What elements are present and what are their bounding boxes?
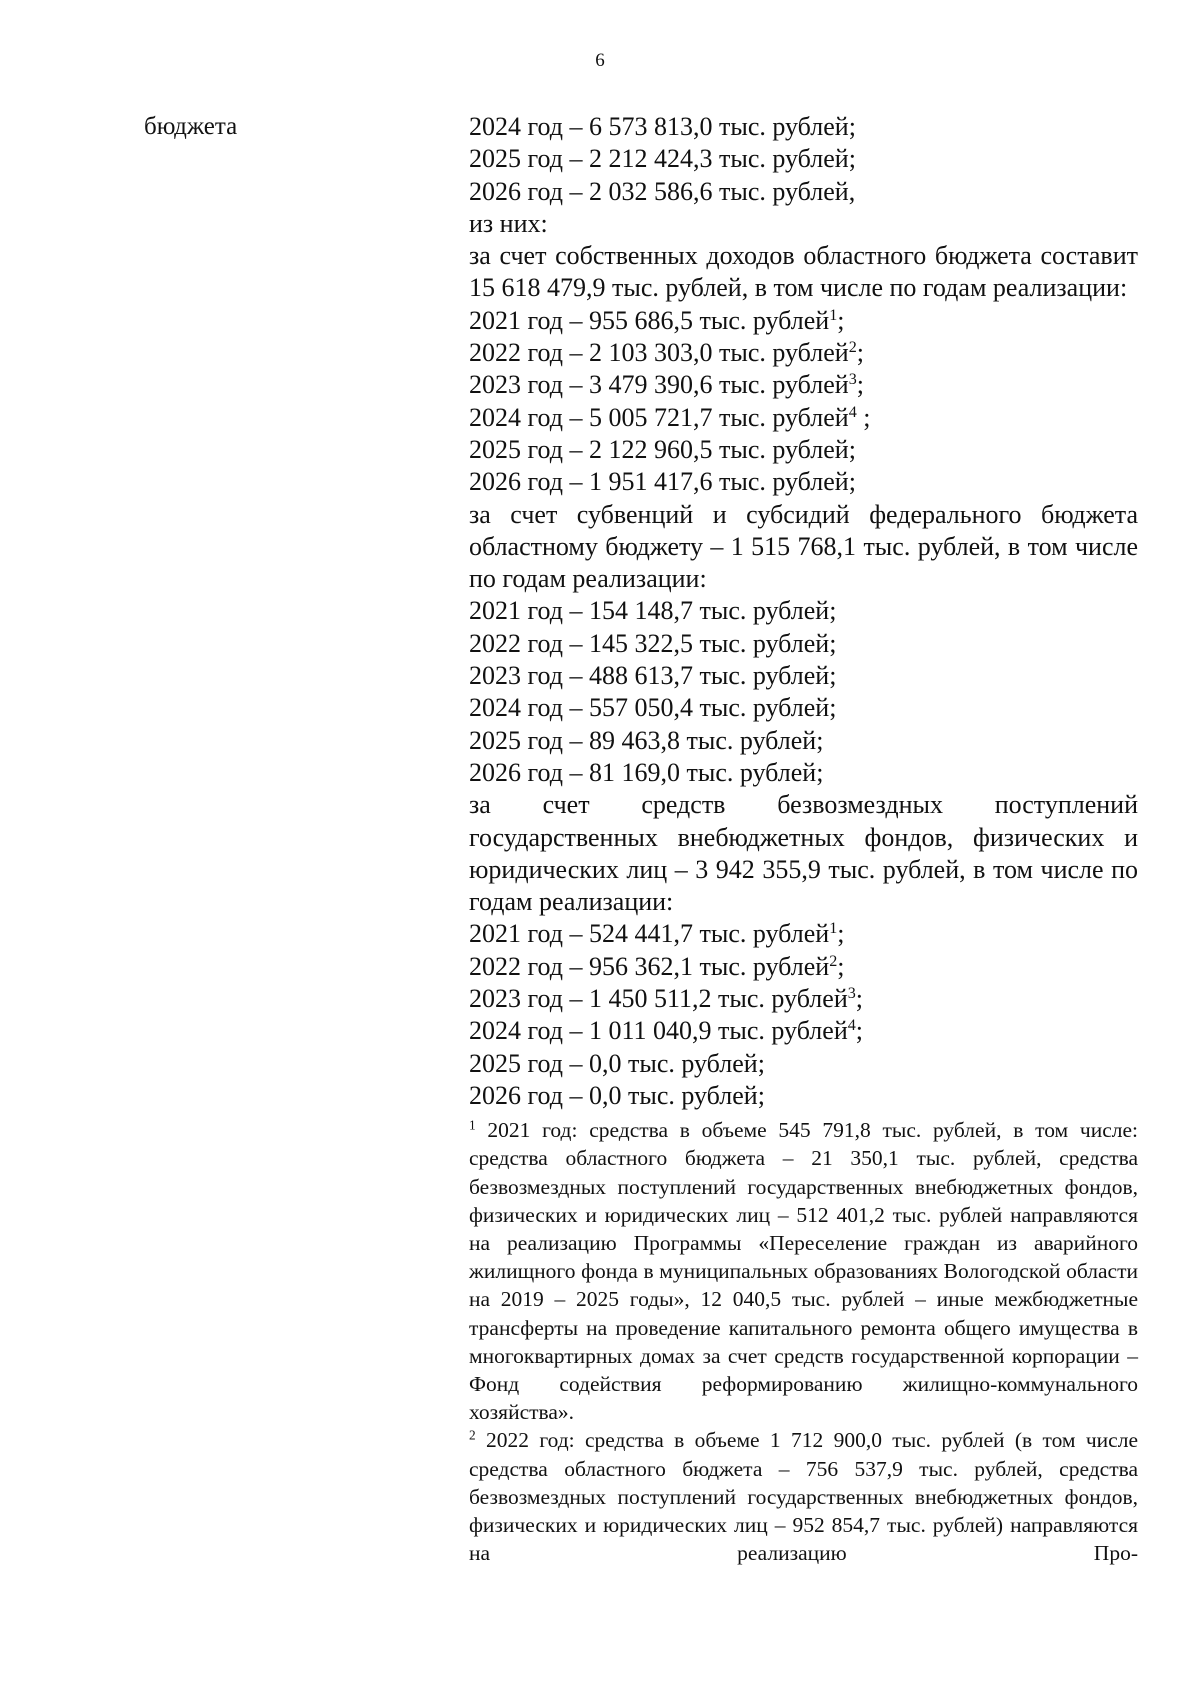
federal-year-2025: 2025 год – 89 463,8 тыс. рублей; (469, 725, 824, 755)
funding-column (469, 111, 1138, 1567)
federal-year-2021: 2021 год – 154 148,7 тыс. рублей; (469, 596, 837, 626)
own-income-intro: за счет собственных доходов областного бюджета составит 15 618 479,9 тыс. рублей, в том числе по годам реализации: (469, 241, 1138, 303)
page-number: 6 (595, 50, 605, 71)
federal-year-2024: 2024 год – 557 050,4 тыс. рублей; (469, 693, 837, 723)
total-year-2024: 2024 год – 6 573 813,0 тыс. рублей; (469, 112, 856, 141)
own-income-year-2026: 2026 год – 1 951 417,6 тыс. рублей; (469, 467, 856, 497)
gratuitous-intro: за счет средств безвозмездных поступлений государственных внебюджетных фондов, физических и юридических лиц – 3 942 355,9 тыс. рублей, в том числе по годам реализации: (469, 790, 1138, 917)
of-them-label: из них: (469, 208, 548, 238)
federal-year-2022: 2022 год – 145 322,5 тыс. рублей; (469, 628, 837, 658)
federal-year-2023: 2023 год – 488 613,7 тыс. рублей; (469, 661, 837, 691)
footnote-1: $^1$ 2021 год: средства в объеме 545 791,8 тыс. рублей, в том числе: средства областного бюджета – 21 350,1 тыс. рублей, средства безвозмездных поступлений государственных внебюджетных фондов, физических и юридических лиц – 512 401,2 тыс. рублей направляются на реализацию Программы «Переселение граждан из аварийного жилищного фонда в муниципальных образованиях Вологодской области на 2019 – 2025 годы», 12 040,5 тыс. рублей – иные межбюджетные трансферты на проведение капитального ремонта общего имущества в многоквартирных домах за счет средств государственной корпорации – Фонд содействия реформированию жилищно-коммунального хозяйства». (469, 1117, 1138, 1425)
federal-intro: за счет субвенций и субсидий федерального бюджета областному бюджету – 1 515 768,1 тыс. рублей, в том числе по годам реализации: (469, 499, 1138, 594)
footnote-mark: 2 (469, 1428, 476, 1444)
own-income-year-2025: 2025 год – 2 122 960,5 тыс. рублей; (469, 434, 856, 464)
own-income-year-2023: 2023 год – 3 479 390,6 тыс. рублей$^3$; (469, 370, 864, 400)
footnotes (469, 1116, 1138, 1567)
own-income-year-2024: 2024 год – 5 005 721,7 тыс. рублей$^4$ ; (469, 402, 871, 432)
own-income-year-2022: 2022 год – 2 103 303,0 тыс. рублей$^2$; (469, 338, 864, 368)
gratuitous-year-2023: 2023 год – 1 450 511,2 тыс. рублей$^3$; (469, 984, 864, 1014)
total-year-2025: 2025 год – 2 212 424,3 тыс. рублей; (469, 144, 856, 174)
left-label: бюджета (144, 113, 238, 140)
footnote-mark: 1 (469, 1117, 476, 1133)
gratuitous-year-2025: 2025 год – 0,0 тыс. рублей; (469, 1048, 765, 1078)
gratuitous-year-2024: 2024 год – 1 011 040,9 тыс. рублей$^4$; (469, 1016, 864, 1046)
total-year-2026: 2026 год – 2 032 586,6 тыс. рублей, (469, 176, 856, 206)
footnote-2: $^2$ 2022 год: средства в объеме 1 712 900,0 тыс. рублей (в том числе средства областного бюджета – 756 537,9 тыс. рублей, средства безвозмездных поступлений государственных внебюджетных фондов, физических и юридических лиц – 952 854,7 тыс. рублей) направляются на реализацию Про- (469, 1428, 1138, 1566)
gratuitous-year-2026: 2026 год – 0,0 тыс. рублей; (469, 1080, 765, 1110)
gratuitous-year-2022: 2022 год – 956 362,1 тыс. рублей$^2$; (469, 951, 845, 981)
gratuitous-year-2021: 2021 год – 524 441,7 тыс. рублей$^1$; (469, 919, 845, 949)
own-income-year-2021: 2021 год – 955 686,5 тыс. рублей$^1$; (469, 305, 845, 335)
federal-year-2026: 2026 год – 81 169,0 тыс. рублей; (469, 757, 824, 787)
